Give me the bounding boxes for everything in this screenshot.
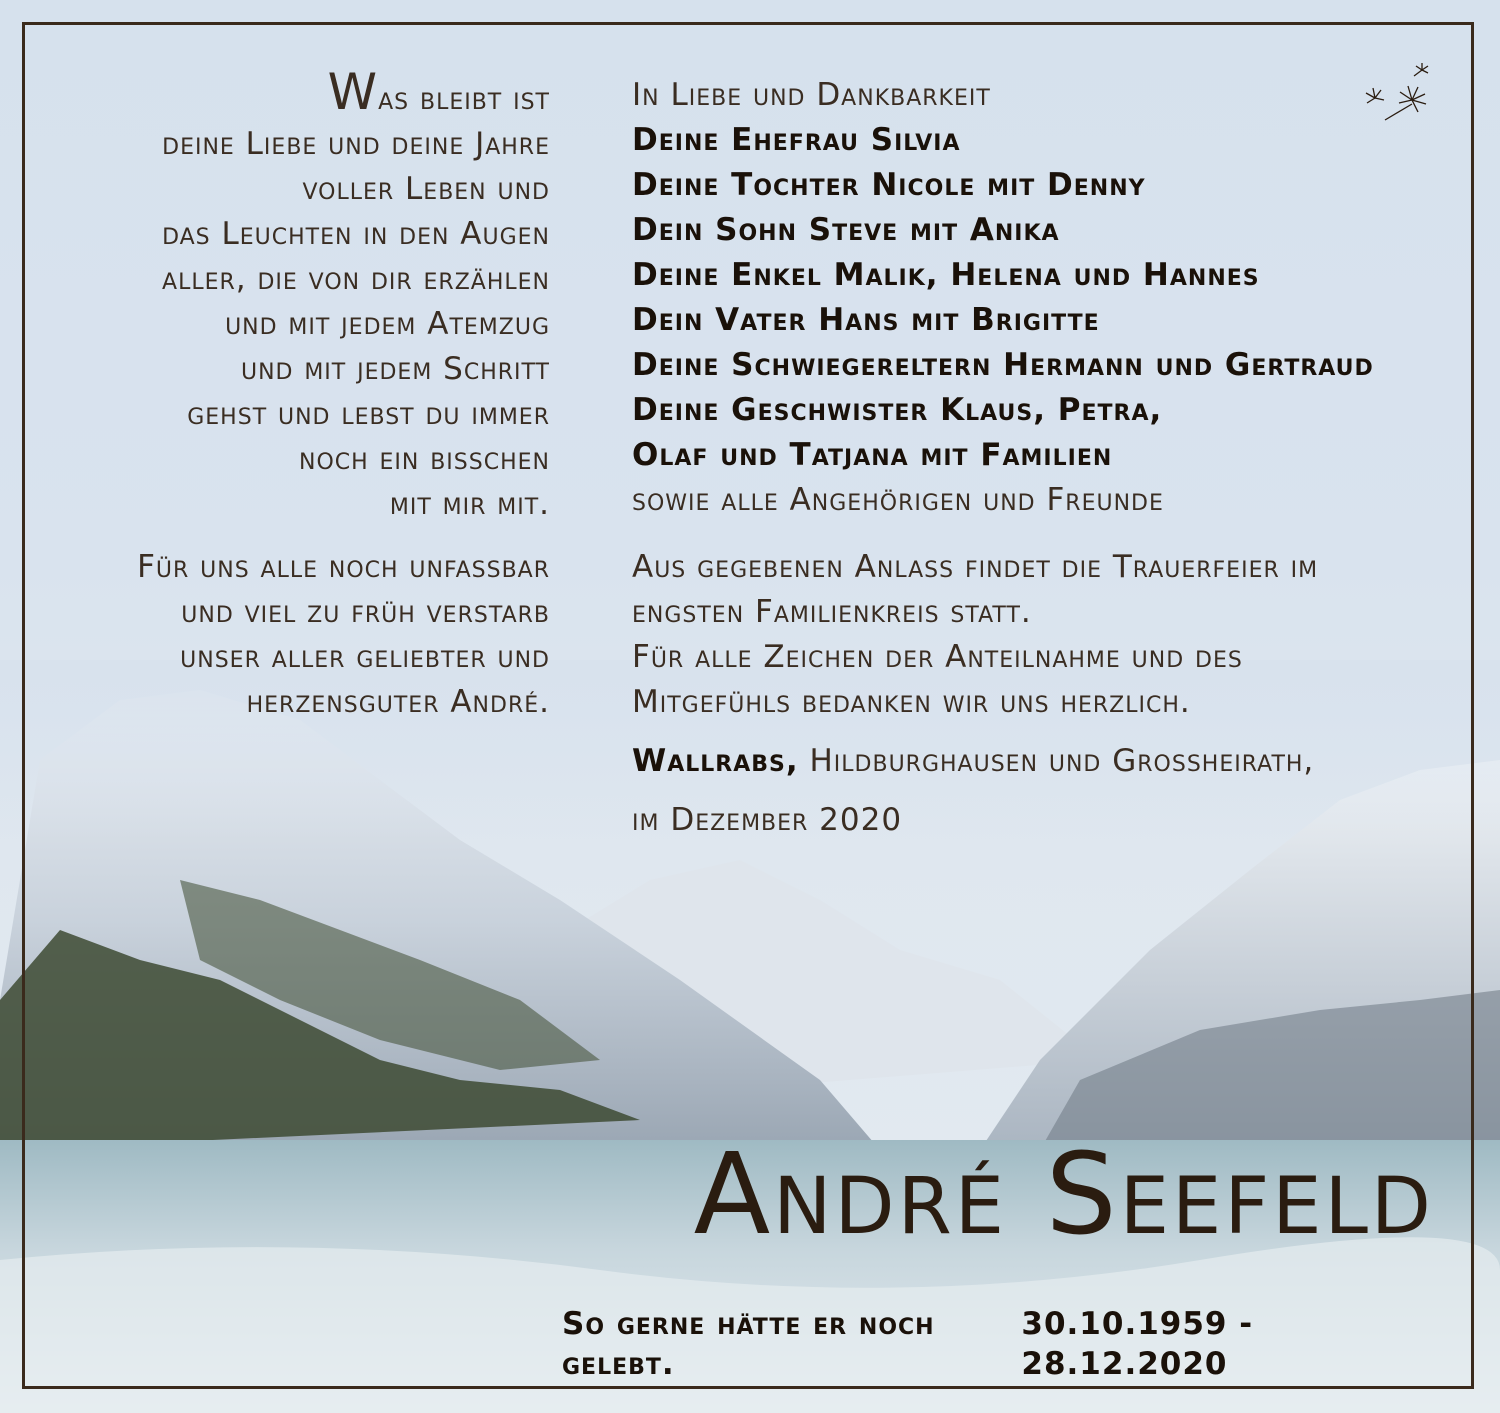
poem-line: und mit jedem Atemzug [225,306,550,342]
family-section [632,73,1452,843]
place-bold: Wallrabs, [632,743,799,779]
death-notice-line: Für uns alle noch unfassbar [137,549,550,585]
family-intro: In Liebe und Dankbarkeit [632,77,991,113]
poem-line: das Leuchten in den Augen [162,216,550,252]
poem-line-rest: as bleibt ist [378,81,550,117]
poem-dropcap: W [327,63,379,121]
funeral-notice-line: Mitgefühls bedanken wir uns herzlich. [632,684,1191,720]
family-member: Dein Vater Hans mit Brigitte [632,302,1100,338]
funeral-notice-line: Für alle Zeichen der Anteilnahme und des [632,639,1243,675]
memorial-poem [80,63,550,725]
poem-line: noch ein bisschen [298,441,550,477]
place-line [632,739,1452,784]
funeral-notice-line: Aus gegebenen Anlass findet die Trauerfeier im [632,549,1319,585]
deceased-name: André Seefeld [693,1130,1434,1260]
death-notice-line: herzensguter André. [246,684,550,720]
family-others: sowie alle Angehörigen und Freunde [632,482,1164,518]
poem-line: mit mir mit. [389,486,550,522]
poem-line: aller, die von dir erzählen [162,261,550,297]
family-member: Deine Schwiegereltern Hermann und Gertraud [632,347,1374,383]
family-member: Deine Tochter Nicole mit Denny [632,167,1146,203]
bottom-line [562,1304,1437,1384]
poem-line: gehst und lebst du immer [187,396,550,432]
date-line: im Dezember 2020 [632,802,903,838]
poem-line [80,63,550,122]
memorial-quote: So gerne hätte er noch gelebt. [562,1306,935,1382]
death-notice-line: unser aller geliebter und [180,639,550,675]
family-member: Olaf und Tatjana mit Familien [632,437,1113,473]
family-member: Deine Geschwister Klaus, Petra, [632,392,1163,428]
funeral-notice-line: engsten Familienkreis statt. [632,594,1032,630]
poem-line: deine Liebe und deine Jahre [162,126,550,162]
poem-line: voller Leben und [302,171,550,207]
family-member: Dein Sohn Steve mit Anika [632,212,1060,248]
family-member: Deine Ehefrau Silvia [632,122,961,158]
place-rest: Hildburghausen und Grossheirath, [798,743,1315,779]
life-dates: 30.10.1959 - 28.12.2020 [1021,1306,1254,1382]
family-member: Deine Enkel Malik, Helena und Hannes [632,257,1260,293]
death-notice-line: und viel zu früh verstarb [181,594,550,630]
poem-line: und mit jedem Schritt [240,351,550,387]
